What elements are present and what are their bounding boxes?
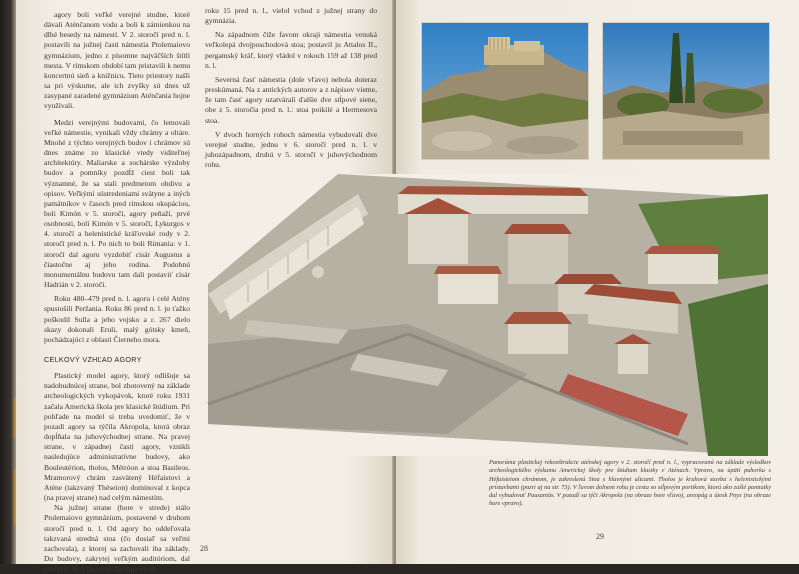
- right-text-column: [205, 6, 377, 170]
- paragraph: Severná časť námestia (dole vľavo) nebola doteraz preskúmaná. Na z antických autorov a z nápisov vieme, že tam časť agory uzatvárali ďalšie dve stĺpové siene, obe z 5. storočia pred n. l.: stoa poikilé a Hermesova stoa.: [205, 74, 377, 125]
- left-text-column: [44, 10, 190, 574]
- photo-caption: Panoráma plastickej rekonštrukcie aténskej agory v 2. storočí pred n. l., vypracovaná na základe výsledkov archeologického výskumu Americkej školy pre štúdium klasiky v Aténach. Vpravo, na úpätí pahorku s Héfaisteiom chrámom, je zakreslená Stoa s hlavnými ulicami. Tholos je kruhová stavba s helenistickými prístavbami (pozri aj na str. 73). V ľavom dolnom rohu je cesta so stĺpovým portikom, ktorú ako zašlé pamiatky dal vybudovať Pausaniás. V pozadí sa týči Akropola (na obraze hore vľavo), areopág a útesk Pnyx (na obraze hore vpravo).: [489, 459, 771, 508]
- page-number: 28: [200, 544, 208, 553]
- paragraph: Na južnej strane (hore v strede) stálo Ptolemaiovo gymnázium, postavené v druhom storočí pred n. l. Od agory ho oddeľovala takzvaná stredná stoa (čo dosiaľ sa veľmi zachovala), z ktorej sa zachovali iba základy. Do budovy, zakrytej veľkým auditóriom, dal postaviť M. Vipsanius Agrippa okolo: [44, 503, 190, 574]
- paragraph: Na západnom čiže favom okraji námestia venuká veľkolepá dvojposchodová stoa; postavil ju Attalos II., pergamský kráľ, ktorý vládol v rokoch 159 až 138 pred n. l.: [205, 30, 377, 70]
- paragraph: agory boli veľké verejné studne, ktoré dávali Aténčanom vodu a boli k zámienkou na dlhé besedy na námestí. V 2. storočí pred n. l. postavili na južnej časti námestia Ptolemaiovo gymnázium, jedno z písomne najväčších štítlí mesta. V rímskom období tam pristavili k nemu koncertnú sieň a knižnicu. Tieto priestory našli sa pri výskume, ale ich zvyšky sú dnes už zasypané zaradené gymnázium Aténčania hojne využívali.: [44, 10, 190, 111]
- agora-model-photo: [208, 174, 768, 456]
- paragraph: Medzi verejnými budovami, čo lemovali veľké námestie, vynikali vždy chrámy a oltáre. Mnohé z týchto verejných budov i chrámov sú dnes známe zo klasické vtedy viditeľnej architektúry. Maliarske a sochárske výzdoby budov a pomníky pozdĺž ciest boli tak významné, že sa stali predmetom obdivu a opisov. Veľkými sústredeniami svätyne a iných pamätníkov v časoch pred rímskou okupáciou, boli Kimón v 5. storočí, agory peňaží, prvé osobnosti, boli Kimón v 5. storočí, Lykurgos v 4. storočí a helenistické kráľovské rody v 2. storočí pred n. l. Po nich to boli Rimania: v 1. storočí dal agoru vyzdobiť cisár Augustus a čiastočne aj jeho rodina. Podobnú monumentálnu budovu tam dali postaviť cisár Hadrián v 2. storočí.: [44, 117, 190, 290]
- paragraph: roku 15 pred n. l., vielol vchod z južnej strany do gymnázia.: [205, 6, 377, 26]
- acropolis-photo: [421, 22, 589, 160]
- paragraph: Plastický model agory, ktorý odlišuje sa nadobudnúcej strane, bol zhotovený na základe archeologických vykopávok, ktoré roku 1931 začala Americká škola pre klasické štúdium. Pri pohľade na model si treba uvedomiť, že v pozadí agory sa týčila Akropola, ktorá obraz dopĺňala na juhovýchodnej strane. Na pravej strane, v západnej časti agory, vznikli nasledujúce administratívne budovy, ako Bouleutérion, tholos, Métróon a stoa Basileos. Mramorový chrám zasvätený Héfaistovi a Aténe (takzvaný Théseion) dominoval z kopca (na pravej strane) nad celým námestím.: [44, 371, 190, 503]
- paragraph: V dvoch horných rohoch námestia vybudovali dve verejné studne, jednu v 6. storočí pred n. l. v juhozápadnom, druhú v 5. storočí v juhovýchodnom rohu.: [205, 129, 377, 170]
- paragraph: Roku 480–479 pred n. l. agoru i celé Atény spustošili Peržania. Roku 86 pred n. l. ju ťažko poškodil Sulla a jeho vojsko a r. 267 dielo skazy dokonali Eruli, malý gótsky kmeň, pochádzajúci z oblasti Čierneho mora.: [44, 294, 190, 344]
- page-number: 29: [596, 532, 604, 541]
- section-heading: CELKOVÝ VZHĽAD AGORY: [44, 355, 142, 364]
- pnyx-hill-photo: [602, 22, 770, 160]
